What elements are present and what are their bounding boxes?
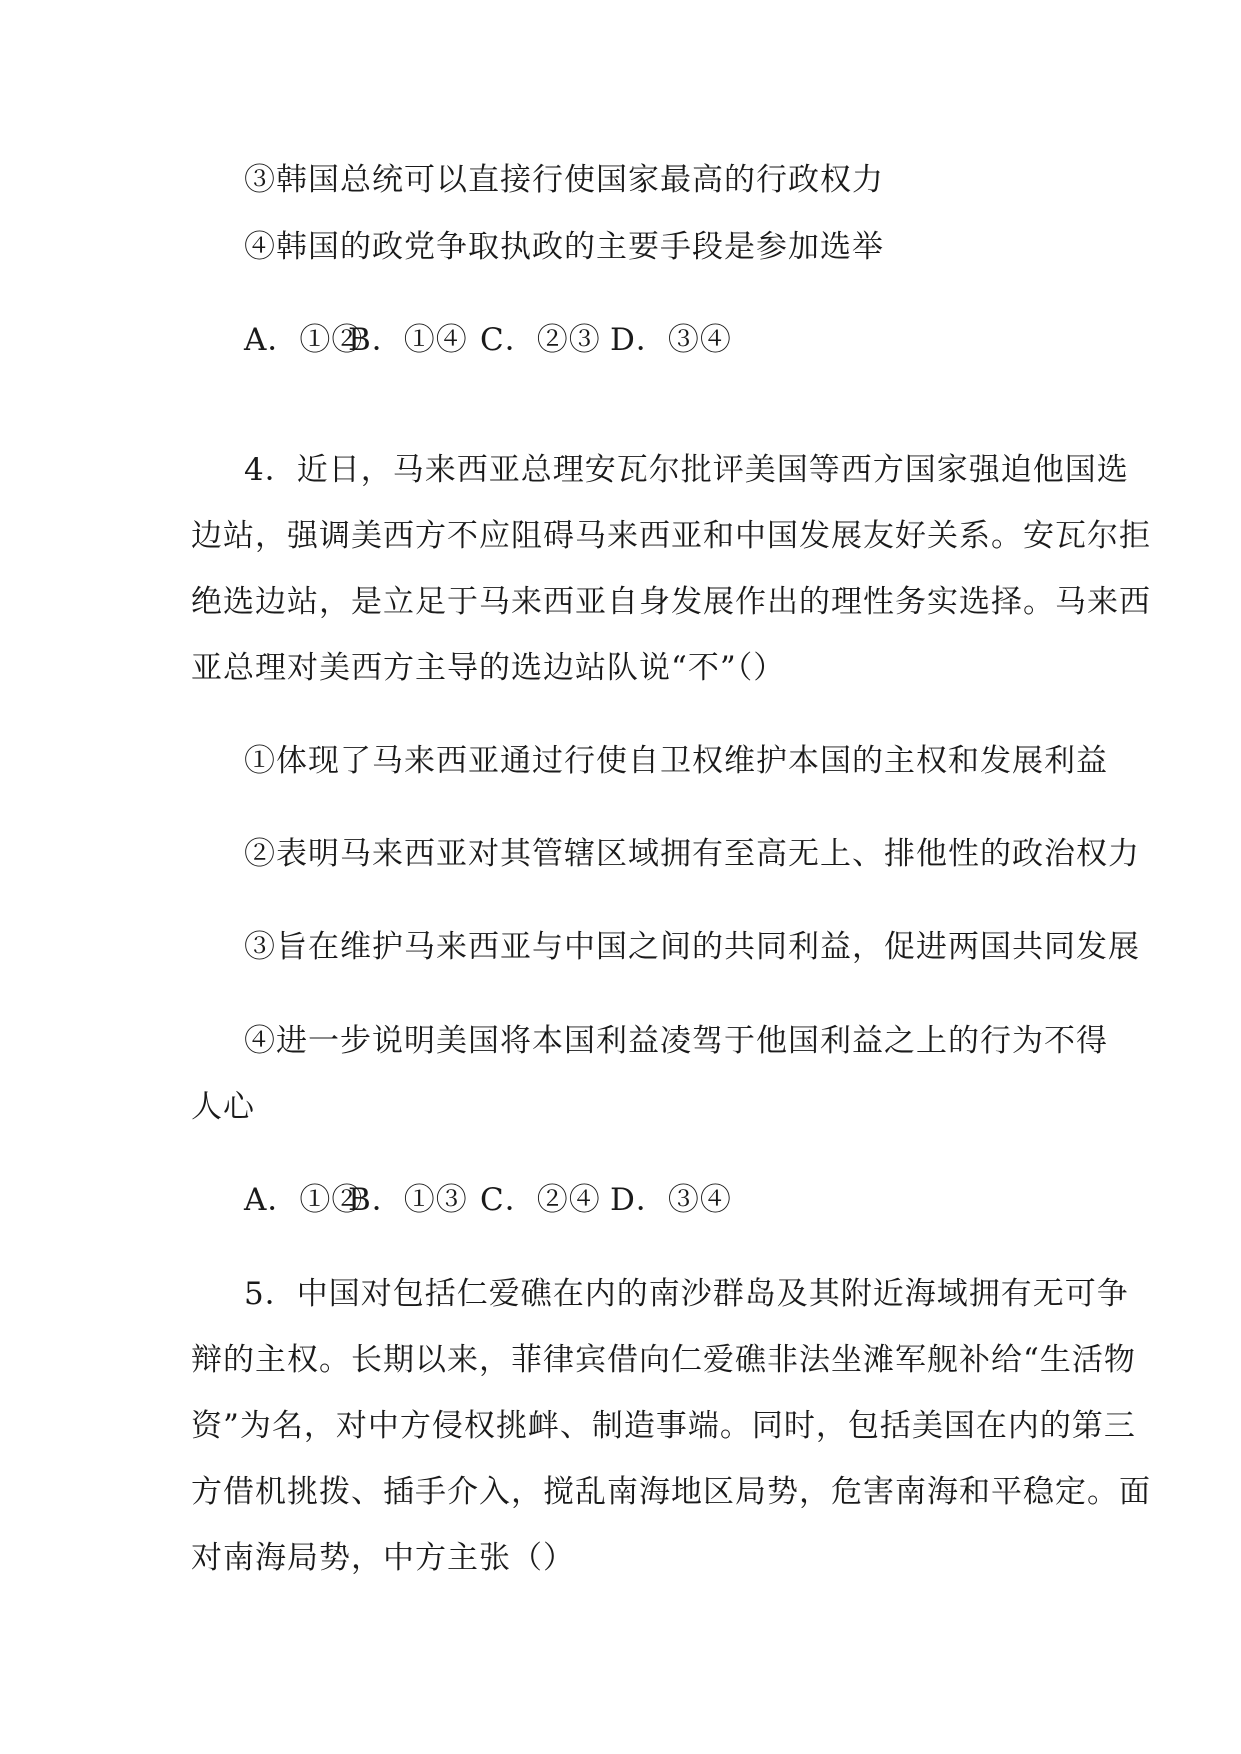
q4-item-4-line-1: ④进一步说明美国将本国利益凌驾于他国利益之上的行为不得 <box>244 1023 1108 1059</box>
q4-stem-line-4: 亚总理对美西方主导的选边站队说“不”（） <box>191 650 786 686</box>
q4-option-a: A．①② <box>244 1182 364 1218</box>
q5-stem-line-2: 辩的主权。长期以来，菲律宾借向仁爱礁非法坐滩军舰补给“生活物 <box>191 1342 1136 1378</box>
q4-option-c: C．②④ <box>480 1182 601 1218</box>
q3-option-a: A．①② <box>244 322 364 358</box>
q5-stem-line-4: 方借机挑拨、插手介入，搅乱南海地区局势，危害南海和平稳定。面 <box>191 1474 1151 1510</box>
q4-item-2: ②表明马来西亚对其管辖区域拥有至高无上、排他性的政治权力 <box>244 836 1140 872</box>
q4-option-b: B．①③ <box>348 1182 468 1218</box>
q3-item-4: ④韩国的政党争取执政的主要手段是参加选举 <box>244 229 884 265</box>
q3-item-3: ③韩国总统可以直接行使国家最高的行政权力 <box>244 162 884 198</box>
q4-item-3: ③旨在维护马来西亚与中国之间的共同利益，促进两国共同发展 <box>244 929 1140 965</box>
q5-stem-line-1: 5．中国对包括仁爱礁在内的南沙群岛及其附近海域拥有无可争 <box>244 1276 1129 1312</box>
q4-options <box>244 1180 732 1220</box>
q4-option-d: D．③④ <box>610 1182 732 1218</box>
q3-option-c: C．②③ <box>480 322 601 358</box>
q4-stem-line-2: 边站，强调美西方不应阻碍马来西亚和中国发展友好关系。安瓦尔拒 <box>191 518 1151 554</box>
q5-stem-line-5: 对南海局势，中方主张（） <box>191 1540 575 1576</box>
q4-item-4-line-2: 人心 <box>191 1089 255 1125</box>
q5-stem-line-3: 资”为名，对中方侵权挑衅、制造事端。同时，包括美国在内的第三 <box>191 1408 1136 1444</box>
q3-option-b: B．①④ <box>348 322 468 358</box>
q3-options <box>244 320 732 360</box>
q4-stem-line-3: 绝选边站，是立足于马来西亚自身发展作出的理性务实选择。马来西 <box>191 584 1151 620</box>
q4-stem-line-1: 4．近日，马来西亚总理安瓦尔批评美国等西方国家强迫他国选 <box>244 452 1129 488</box>
q4-item-1: ①体现了马来西亚通过行使自卫权维护本国的主权和发展利益 <box>244 743 1108 779</box>
q3-option-d: D．③④ <box>610 322 732 358</box>
